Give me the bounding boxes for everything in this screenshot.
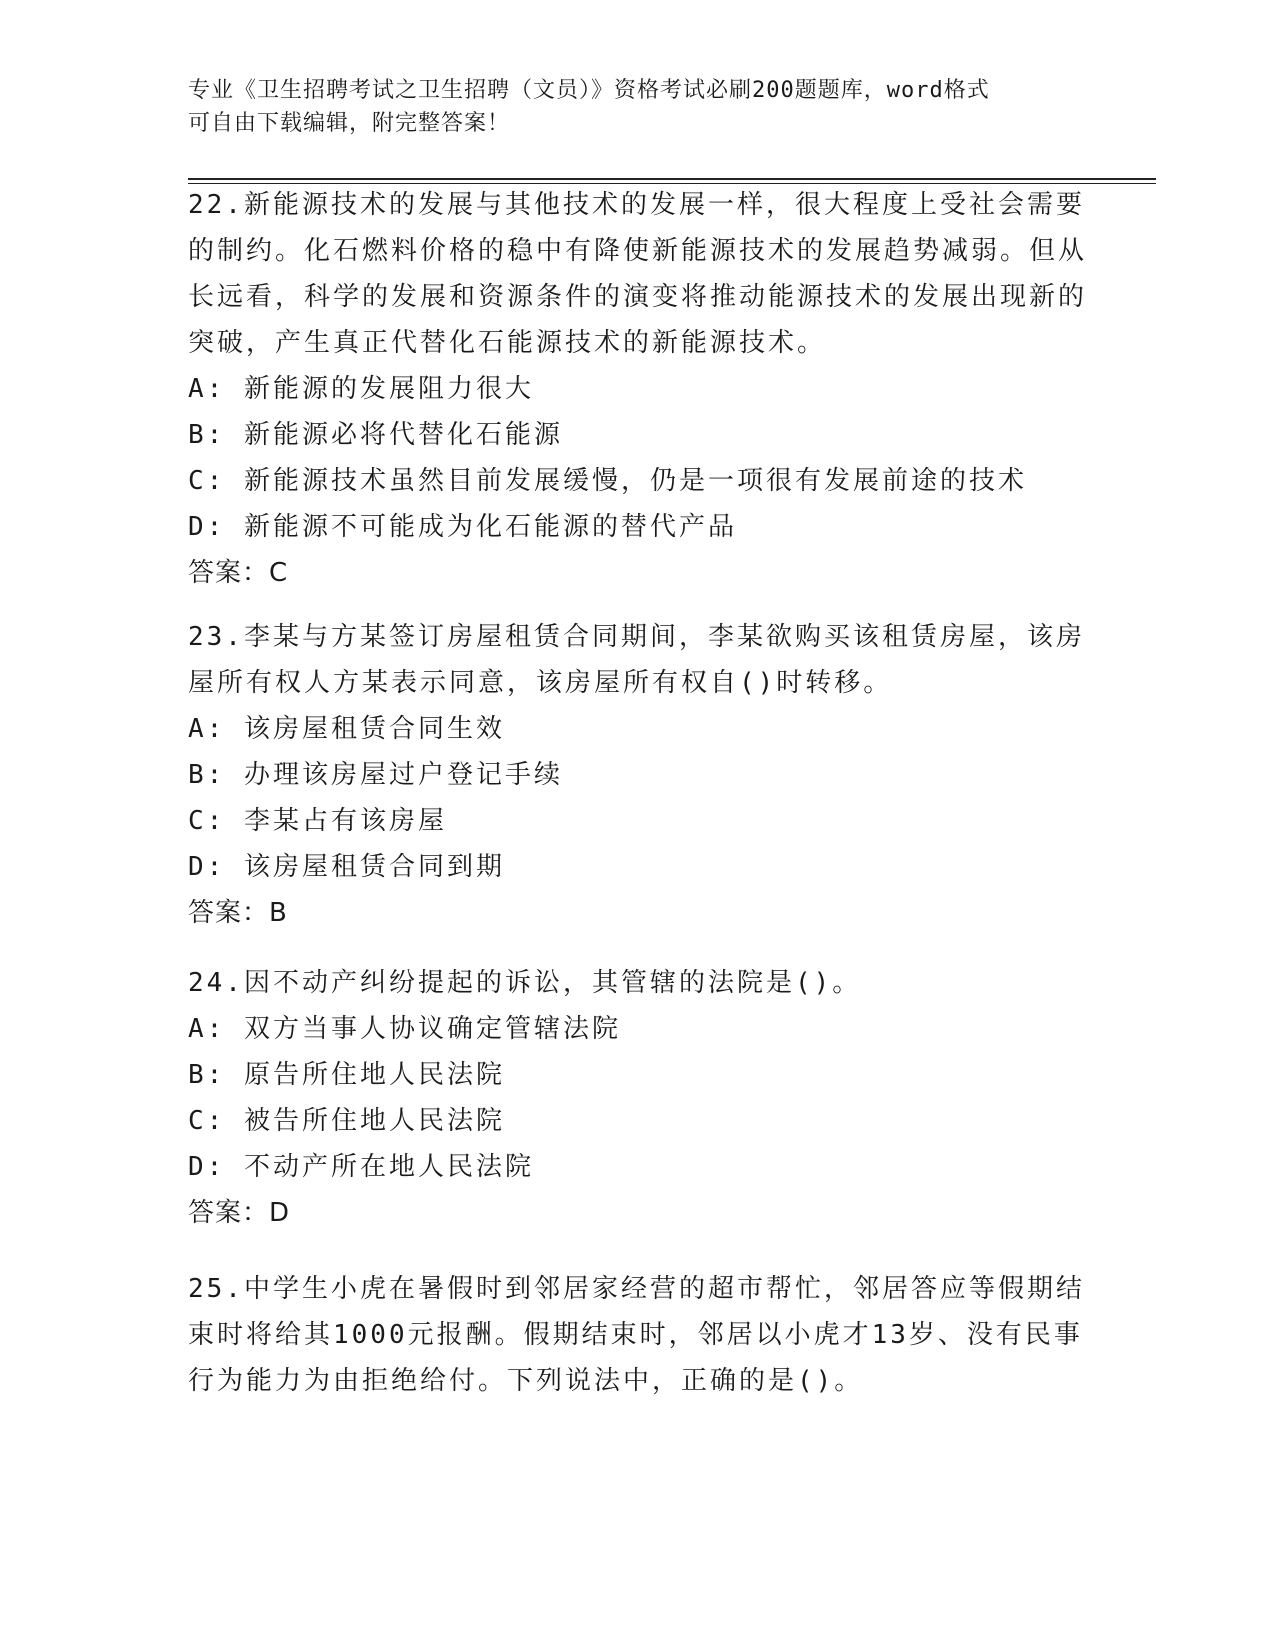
option-b: B: 新能源必将代替化石能源 [188, 420, 563, 450]
answer: 答案：D [188, 1198, 291, 1228]
question-stem: 23.李某与方某签订房屋租赁合同期间，李某欲购买该租赁房屋，该房屋所有权人方某表示同意，该房屋所有权自()时转移。 [188, 622, 1085, 698]
option-c: C: 李某占有该房屋 [188, 806, 447, 836]
question-stem: 22.新能源技术的发展与其他技术的发展一样，很大程度上受社会需要的制约。化石燃料价格的稳中有降使新能源技术的发展趋势减弱。但从长远看，科学的发展和资源条件的演变将推动能源技术的发展出现新的突破，产生真正代替化石能源技术的新能源技术。 [188, 190, 1088, 358]
option-a: A: 该房屋租赁合同生效 [188, 714, 505, 744]
header-divider [188, 178, 1156, 180]
option-a: A: 新能源的发展阻力很大 [188, 374, 534, 404]
option-a: A: 双方当事人协议确定管辖法院 [188, 1014, 621, 1044]
header-line-2: 可自由下载编辑，附完整答案！ [188, 111, 511, 136]
option-d: D: 该房屋租赁合同到期 [188, 852, 505, 882]
header-line-1: 专业《卫生招聘考试之卫生招聘（文员）》资格考试必刷200题题库，word格式 [188, 78, 990, 103]
document-header [188, 74, 1068, 140]
option-d: D: 不动产所在地人民法院 [188, 1152, 534, 1182]
question-24 [188, 960, 1088, 1236]
answer: 答案：B [188, 898, 288, 928]
option-c: C: 被告所住地人民法院 [188, 1106, 505, 1136]
option-d: D: 新能源不可能成为化石能源的替代产品 [188, 512, 737, 542]
question-23 [188, 614, 1088, 936]
question-stem: 25.中学生小虎在暑假时到邻居家经营的超市帮忙，邻居答应等假期结束时将给其1000元报酬。假期结束时，邻居以小虎才13岁、没有民事行为能力为由拒绝给付。下列说法中，正确的是()。 [188, 1274, 1085, 1396]
option-c: C: 新能源技术虽然目前发展缓慢，仍是一项很有发展前途的技术 [188, 466, 1027, 496]
answer: 答案：C [188, 558, 289, 588]
question-22 [188, 182, 1088, 596]
option-b: B: 办理该房屋过户登记手续 [188, 760, 563, 790]
question-stem: 24.因不动产纠纷提起的诉讼，其管辖的法院是()。 [188, 968, 862, 998]
question-25 [188, 1266, 1088, 1404]
option-b: B: 原告所住地人民法院 [188, 1060, 505, 1090]
